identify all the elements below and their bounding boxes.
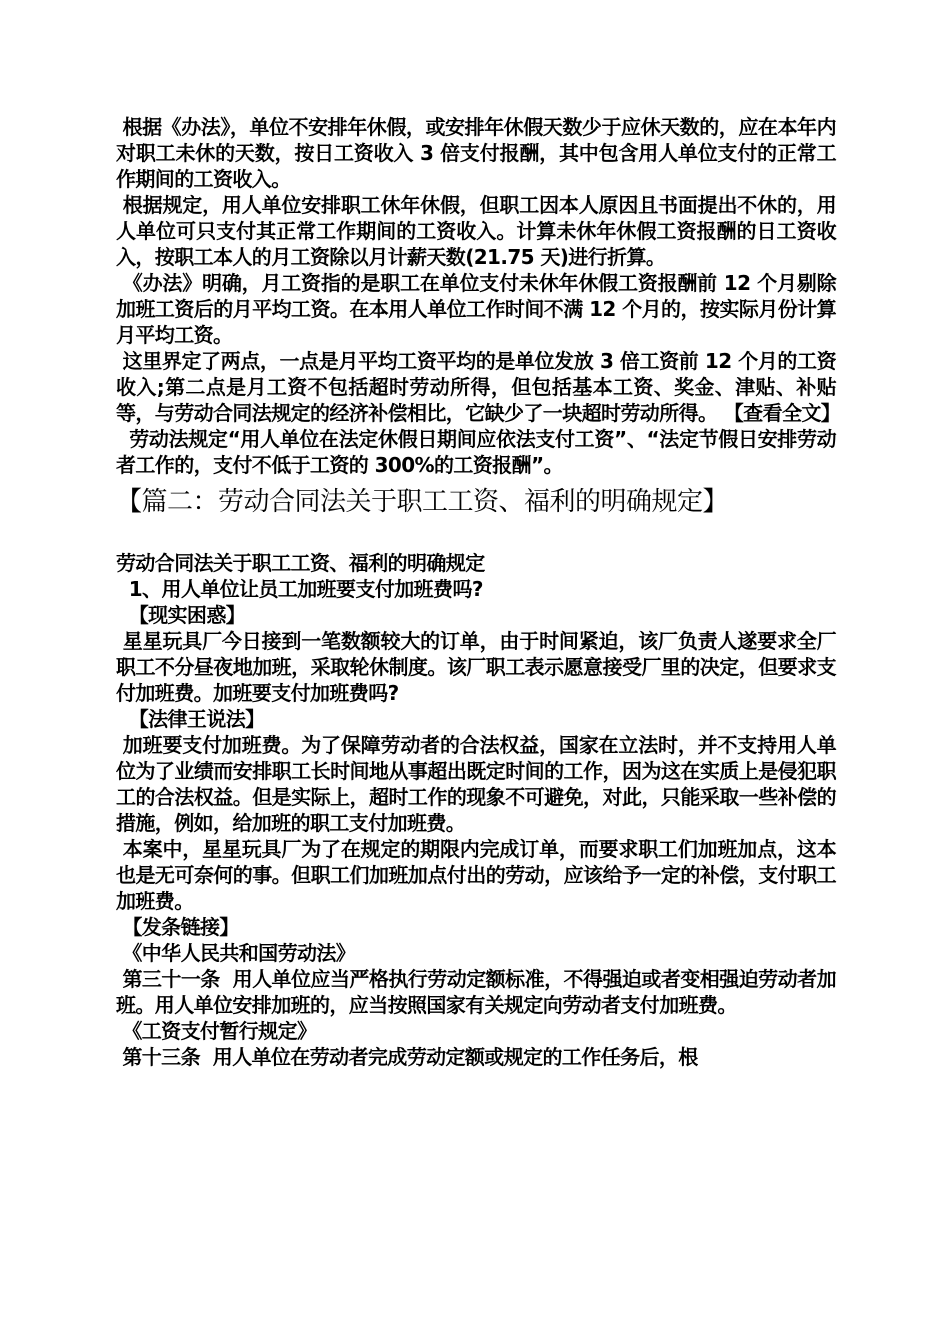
section-links-heading: 【发条链接】 <box>116 915 239 939</box>
paragraph-article-31: 第三十一条 用人单位应当严格执行劳动定额标准，不得强迫或者变相强迫劳动者加班。用人单位安排加班的，应当按照国家有关规定向劳动者支付加班费。 <box>116 967 836 1017</box>
section-reality-heading: 【现实困惑】 <box>116 603 246 627</box>
paragraph-annual-leave-pay: 根据《办法》，单位不安排年休假，或安排年休假天数少于应休天数的，应在本年内对职工未休的天数，按日工资收入 3 倍支付报酬，其中包含用人单位支付的正常工作期间的工资收入。 <box>116 115 836 191</box>
paragraph-monthly-wage-definition: 《办法》明确，月工资指的是职工在单位支付未休年休假工资报酬前 12 个月剔除加班工资后的月平均工资。在本用人单位工作时间不满 12 个月的，按实际月份计算月平均工资。 <box>116 271 836 347</box>
paragraph-written-refusal: 根据规定，用人单位安排职工休年休假，但职工因本人原因且书面提出不休的，用人单位可只支付其正常工作期间的工资收入。计算未休年休假工资报酬的日工资收入，按职工本人的月工资除以月计薪天数(21.75 天)进行折算。 <box>116 193 836 269</box>
document-page <box>116 114 841 1070</box>
paragraph-reality: 星星玩具厂今日接到一笔数额较大的订单，由于时间紧迫，该厂负责人遂要求全厂职工不分昼夜地加班，采取轮休制度。该厂职工表示愿意接受厂里的决定，但要求支付加班费。加班要支付加班费吗? <box>116 629 836 705</box>
law-name-wage-regulation: 《工资支付暂行规定》 <box>116 1019 317 1043</box>
article-title: 劳动合同法关于职工工资、福利的明确规定 <box>116 551 485 575</box>
law-name-labor-law: 《中华人民共和国劳动法》 <box>116 941 356 965</box>
paragraph-two-points: 这里界定了两点，一点是月平均工资平均的是单位发放 3 倍工资前 12 个月的工资收入;第二点是月工资不包括超时劳动所得，但包括基本工资、奖金、津贴、补贴等，与劳动合同法规定的经济补偿相比，它缺少了一块超时劳动所得。 【查看全文】 <box>116 349 841 425</box>
chapter-heading: 【篇二：劳动合同法关于职工工资、福利的明确规定】 <box>116 487 729 517</box>
paragraph-holiday-pay: 劳动法规定“用人单位在法定休假日期间应依法支付工资”、“法定节假日安排劳动者工作的，支付不低于工资的 300%的工资报酬”。 <box>116 427 837 477</box>
question-heading: 1、用人单位让员工加班要支付加班费吗? <box>116 577 483 601</box>
paragraph-article-13: 第十三条 用人单位在劳动者完成劳动定额或规定的工作任务后，根 <box>116 1045 698 1069</box>
paragraph-law-king: 加班要支付加班费。为了保障劳动者的合法权益，国家在立法时，并不支持用人单位为了业绩而安排职工长时间地从事超出既定时间的工作，因为这在实质上是侵犯职工的合法权益。但是实际上，超时工作的现象不可避免，对此，只能采取一些补偿的措施，例如，给加班的职工支付加班费。 <box>116 733 836 835</box>
paragraph-case: 本案中，星星玩具厂为了在规定的期限内完成订单，而要求职工们加班加点，这本也是无可奈何的事。但职工们加班加点付出的劳动，应该给予一定的补偿，支付职工加班费。 <box>116 837 836 913</box>
section-law-king-heading: 【法律王说法】 <box>116 707 265 731</box>
